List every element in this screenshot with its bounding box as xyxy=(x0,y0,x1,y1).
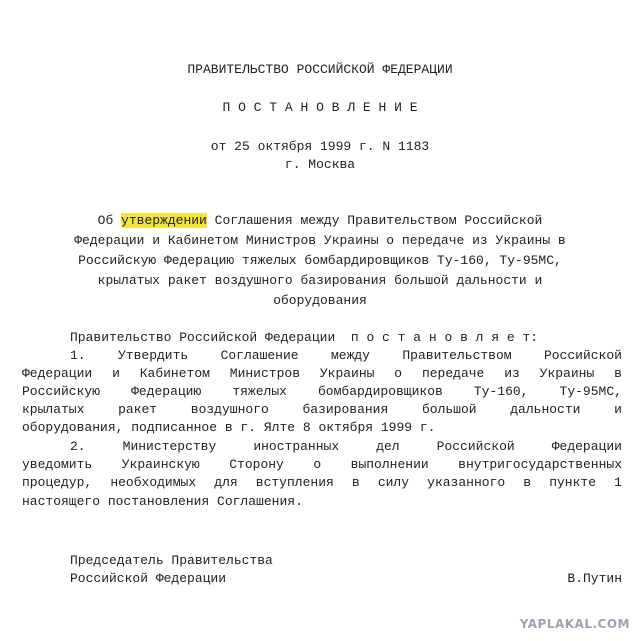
word: процедур, xyxy=(22,475,93,490)
word: Федерацию xyxy=(131,384,202,399)
title-line-4: крылатых ракет воздушного базирования большой дальности и xyxy=(97,273,543,288)
word: Министерству xyxy=(122,439,217,454)
word: 2. xyxy=(70,439,86,454)
title-line-3: Российскую Федерацию тяжелых бомбардировщиков Ту-160, Ту-95МС, xyxy=(78,253,562,268)
watermark: YAPLAKAL.COM xyxy=(519,617,630,631)
word: между xyxy=(330,348,370,363)
document-type: П О С Т А Н О В Л Е Н И Е xyxy=(222,100,418,115)
word: и xyxy=(614,402,622,417)
word: о xyxy=(394,366,403,381)
word: силу xyxy=(377,475,410,490)
word: Российской xyxy=(543,348,622,363)
word: в xyxy=(523,475,532,490)
title-line-1-rest: Соглашения между Правительством Российской xyxy=(206,213,543,228)
word: дальности xyxy=(510,402,581,417)
title-prefix: Об xyxy=(97,213,122,228)
word: 1 xyxy=(614,475,622,490)
resolution-intro: Правительство Российской Федерации п о с т а н о в л я е т: xyxy=(70,330,539,345)
highlighted-word: утверждении xyxy=(121,213,207,228)
word: Министров xyxy=(229,366,300,381)
signatory-position-1: Председатель Правительства xyxy=(70,553,273,568)
word: Украины xyxy=(319,366,375,381)
p2-line-1 xyxy=(70,439,622,455)
p1-line-1 xyxy=(70,348,622,364)
word: уведомить xyxy=(22,457,93,472)
word: воздушного xyxy=(190,402,269,417)
p1-line-5: оборудования, подписанное в г. Ялте 8 октября 1999 г. xyxy=(22,420,436,435)
signatory-name: В.Путин xyxy=(567,571,622,586)
word: базирования xyxy=(302,402,389,417)
word: для xyxy=(214,475,238,490)
word: выполнении xyxy=(350,457,429,472)
word: Ту-95МС, xyxy=(559,384,622,399)
word: и xyxy=(112,366,120,381)
title-line-5: оборудования xyxy=(273,293,367,308)
word: Кабинетом xyxy=(139,366,210,381)
word: в xyxy=(351,475,360,490)
word: пункте xyxy=(549,475,597,490)
word: внутригосударственных xyxy=(458,457,622,472)
word: Украинскую xyxy=(121,457,200,472)
word: иностранных xyxy=(253,439,340,454)
word: Соглашение xyxy=(220,348,299,363)
city: г. Москва xyxy=(284,157,356,172)
p2-line-4: настоящего постановления Соглашения. xyxy=(22,494,303,509)
p2-line-3 xyxy=(22,475,622,491)
word: в xyxy=(614,366,622,381)
word: передаче xyxy=(421,366,485,381)
word: из xyxy=(504,366,520,381)
word: крылатых xyxy=(22,402,85,417)
signatory-position-2: Российской Федерации xyxy=(70,571,227,586)
word: бомбардировщиков xyxy=(317,384,443,399)
word: Федерации xyxy=(22,366,93,381)
word: большой xyxy=(421,402,477,417)
word: 1. xyxy=(70,348,86,363)
word: Федерации xyxy=(551,439,622,454)
title-line-1 xyxy=(0,213,640,229)
date-number: от 25 октября 1999 г. N 1183 xyxy=(210,139,430,154)
word: ракет xyxy=(118,402,158,417)
word: дел xyxy=(376,439,400,454)
word: Утвердить xyxy=(117,348,189,363)
government-name: ПРАВИТЕЛЬСТВО РОССИЙСКОЙ ФЕДЕРАЦИИ xyxy=(187,62,453,77)
word: Сторону xyxy=(229,457,284,472)
word: Украины xyxy=(539,366,595,381)
word: Правительством xyxy=(402,348,512,363)
word: необходимых xyxy=(110,475,197,490)
title-line-2: Федерации и Кабинетом Министров Украины о передаче из Украины в xyxy=(74,233,566,248)
word: Российскую xyxy=(22,384,101,399)
word: о xyxy=(313,457,322,472)
p1-line-4 xyxy=(22,402,622,418)
p2-line-2 xyxy=(22,457,622,473)
p1-line-2 xyxy=(22,366,622,382)
word: Российской xyxy=(436,439,515,454)
word: Ту-160, xyxy=(473,384,529,399)
word: вступления xyxy=(255,475,334,490)
p1-line-3 xyxy=(22,384,622,400)
word: указанного xyxy=(427,475,506,490)
word: тяжелых xyxy=(232,384,287,399)
